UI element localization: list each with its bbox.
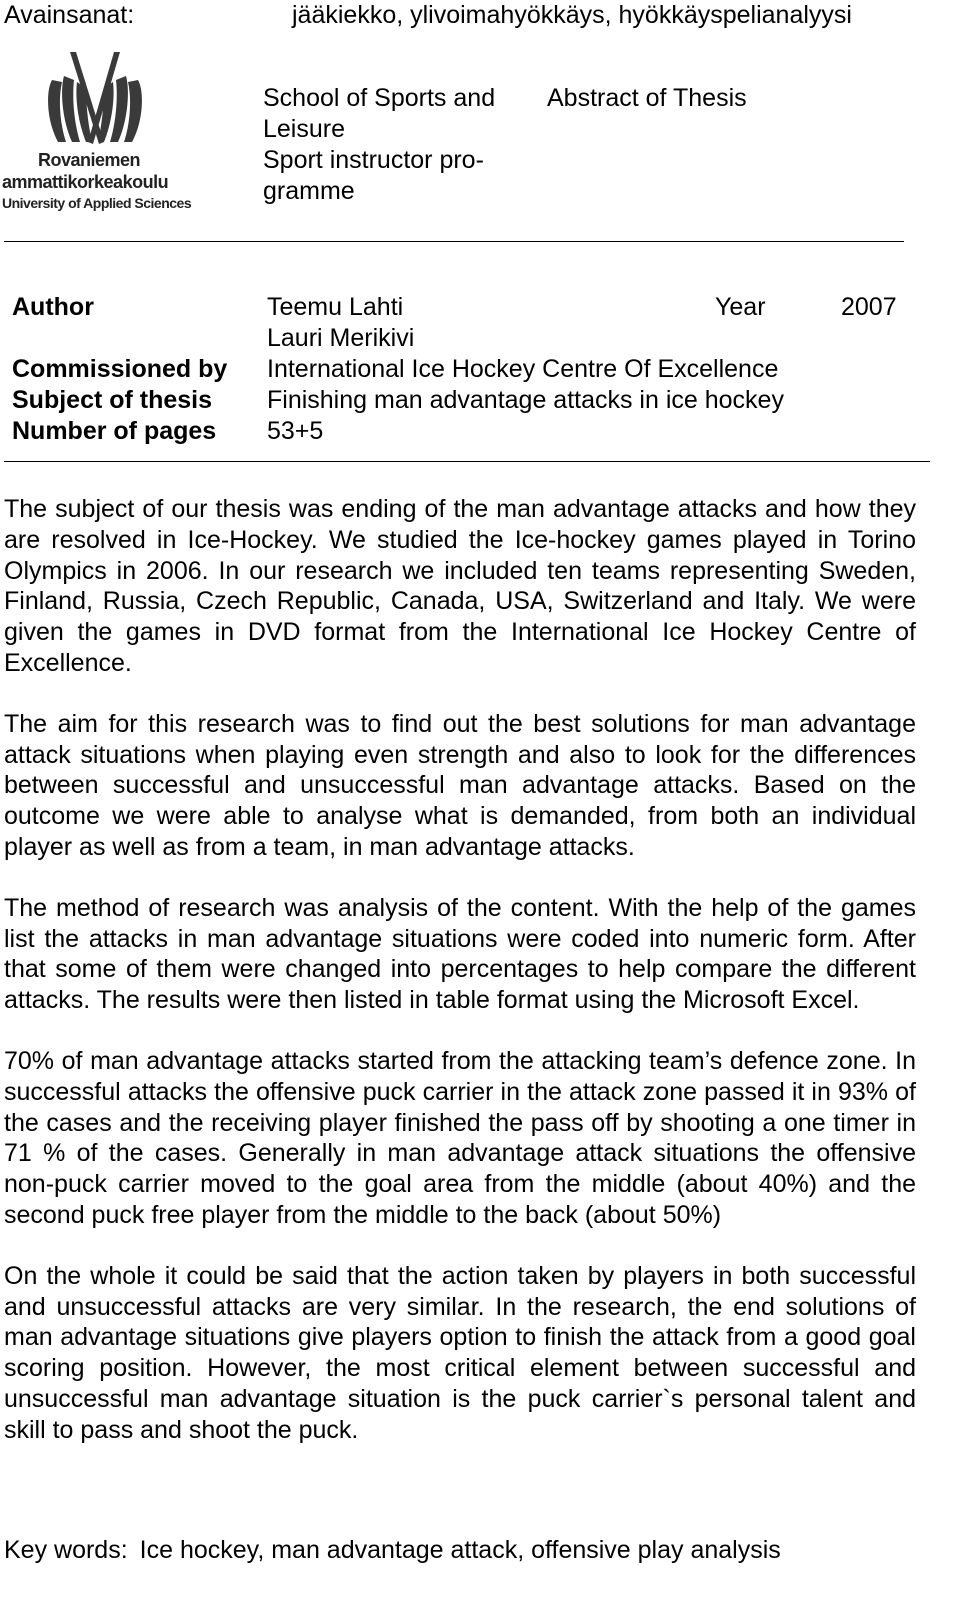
commissioned-value: International Ice Hockey Centre Of Excellence [267,355,779,383]
abstract-paragraph: The subject of our thesis was ending of the man advantage attacks and how they are resolved in Ice-Hockey. We studied the Ice-hockey games played in Torino Olympics in 2006. In our research we included ten teams representing Sweden, Finland, Russia, Czech Republic, Canada, USA, Switzerland and Italy. We were given the games in DVD format from the International Ice Hockey Centre of Excellence. [4,495,916,677]
abstract-paragraph: The aim for this research was to find out the best solutions for man advantage attack situations when playing even strength and also to look for the differences between successful and unsuccessful man advantage attacks. Based on the outcome we were able to analyse what is demanded, from both an individual player as well as from a team, in man advantage attacks. [4,709,916,861]
university-logo [0,50,195,215]
abstract-paragraph: On the whole it could be said that the action taken by players in both successful and unsuccessful attacks are very similar. In the research, the end solutions of man advantage situations give players option to finish the attack from a good goal scoring position. However, the most critical element between successful and unsuccessful man advantage situation is the puck carrier`s personal talent and skill to pass and shoot the puck. [4,1261,916,1444]
logo-text-university: University of Applied Sciences [2,195,192,211]
keywords-value: Ice hockey, man advantage attack, offensive play analysis [139,1536,781,1564]
abstract-paragraph: 70% of man advantage attacks started from the attacking team’s defence zone. In successful attacks the offensive puck carrier in the attack zone passed it in 93% of the cases and the receiving player finished the pass off by shooting a one timer in 71 % of the cases. Generally in man advantage attack situations the offensive non-puck carrier moved to the goal area from the middle (about 40%) and the second puck free player from the middle to the back (about 50%) [4,1046,916,1229]
commissioned-label: Commissioned by [12,355,228,383]
school-line: Leisure [263,115,345,143]
author-label: Author [12,293,94,321]
keywords-line [4,1535,781,1566]
meta-divider [4,461,930,462]
logo-text-rovaniemen: Rovaniemen [38,150,141,170]
subject-value: Finishing man advantage attacks in ice hockey [267,386,784,414]
school-line: Sport instructor pro- [263,146,484,174]
logo-text-ammattikorkeakoulu: ammattikorkeakoulu [2,172,169,192]
year-label: Year [715,293,766,321]
finnish-keywords-label: Avainsanat: [4,1,135,29]
school-line: gramme [263,177,355,205]
school-line: School of Sports and [263,84,496,112]
author-name-2: Lauri Merikivi [267,324,415,352]
abstract-body [4,494,916,1476]
abstract-paragraph: The method of research was analysis of the content. With the help of the games list the attacks in man advantage situations were coded into numeric form. After that some of them were changed into percentages to help compare the different attacks. The results were then listed in table format using the Microsoft Excel. [4,893,916,1015]
school-name [263,83,533,207]
header-divider [4,241,904,242]
pages-label: Number of pages [12,417,217,445]
hands-emblem-icon [0,50,195,150]
author-name-1: Teemu Lahti [267,293,404,321]
document-type: Abstract of Thesis [547,84,747,112]
year-value: 2007 [841,293,897,321]
subject-label: Subject of thesis [12,386,213,414]
finnish-keywords-value: jääkiekko, ylivoimahyökkäys, hyökkäyspelianalyysi [292,1,852,29]
pages-value: 53+5 [267,417,324,445]
keywords-label: Key words: [4,1536,128,1564]
